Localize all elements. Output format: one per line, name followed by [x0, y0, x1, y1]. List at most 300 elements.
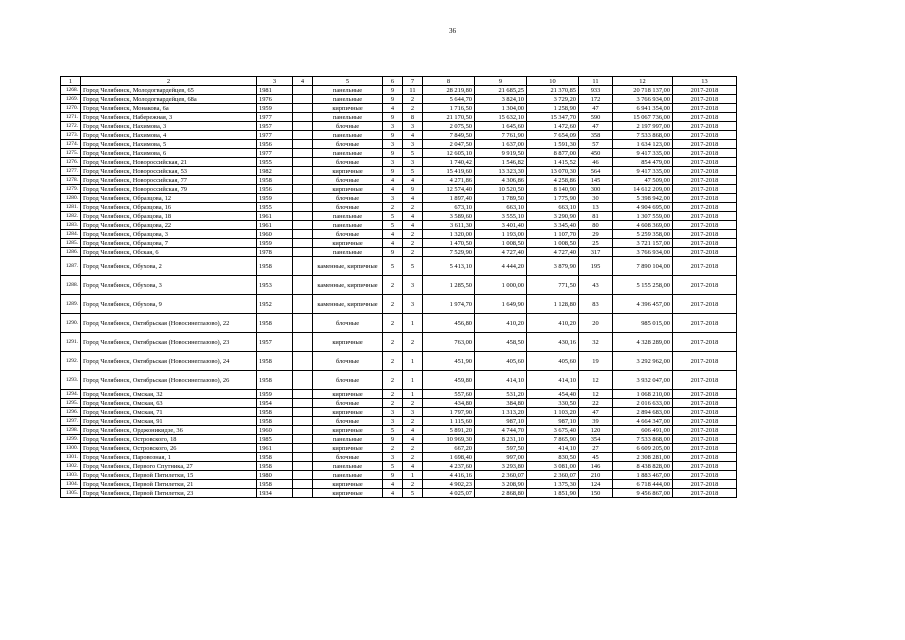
- area-total-cell: 1 285,50: [423, 276, 475, 295]
- table-row: [61, 149, 737, 158]
- year-cell: 1977: [257, 113, 293, 122]
- row-number: 1300.: [61, 444, 81, 453]
- table-row: [61, 194, 737, 203]
- area-total-cell: 4 237,60: [423, 462, 475, 471]
- residents-cell: 564: [579, 167, 613, 176]
- address-cell: Город Челябинск, Октябрьская (Новосинеглазово), 22: [81, 314, 257, 333]
- area-total-cell: 10 969,30: [423, 435, 475, 444]
- material-cell: каменные, кирпичные: [313, 295, 383, 314]
- entrances-cell: 1: [403, 371, 423, 390]
- area-total-cell: 1 716,50: [423, 104, 475, 113]
- area-living-cell: 2 360,07: [475, 471, 527, 480]
- cost-cell: 7 533 868,00: [613, 435, 673, 444]
- residents-cell: 22: [579, 399, 613, 408]
- material-cell: блочные: [313, 399, 383, 408]
- address-cell: Город Челябинск, Паровозная, 1: [81, 453, 257, 462]
- entrances-cell: 2: [403, 444, 423, 453]
- table-row: [61, 426, 737, 435]
- period-cell: 2017-2018: [673, 122, 737, 131]
- column-header: 7: [403, 77, 423, 86]
- floors-cell: 3: [383, 122, 403, 131]
- year-cell: 1954: [257, 399, 293, 408]
- cost-cell: 3 932 047,00: [613, 371, 673, 390]
- material-cell: панельные: [313, 113, 383, 122]
- address-cell: Город Челябинск, Обухова, 2: [81, 257, 257, 276]
- material-cell: блочные: [313, 417, 383, 426]
- residents-cell: 81: [579, 212, 613, 221]
- floors-cell: 3: [383, 417, 403, 426]
- row-number: 1276.: [61, 158, 81, 167]
- table-row: [61, 371, 737, 390]
- floors-cell: 2: [383, 390, 403, 399]
- cost-cell: 3 766 934,00: [613, 95, 673, 104]
- cost-cell: 5 398 942,00: [613, 194, 673, 203]
- entrances-cell: 4: [403, 194, 423, 203]
- table-row: [61, 212, 737, 221]
- floors-cell: 4: [383, 489, 403, 498]
- period-cell: 2017-2018: [673, 390, 737, 399]
- material-cell: панельные: [313, 212, 383, 221]
- address-cell: Город Челябинск, Обухова, 3: [81, 276, 257, 295]
- area-residential-cell: 1 107,70: [527, 230, 579, 239]
- cost-cell: 7 533 868,00: [613, 131, 673, 140]
- area-living-cell: 410,20: [475, 314, 527, 333]
- area-living-cell: 531,20: [475, 390, 527, 399]
- area-total-cell: 557,60: [423, 390, 475, 399]
- col4-cell: [293, 314, 313, 333]
- floors-cell: 3: [383, 194, 403, 203]
- col4-cell: [293, 333, 313, 352]
- period-cell: 2017-2018: [673, 371, 737, 390]
- address-cell: Город Челябинск, Образцова, 18: [81, 212, 257, 221]
- period-cell: 2017-2018: [673, 194, 737, 203]
- area-living-cell: 8 231,10: [475, 435, 527, 444]
- entrances-cell: 3: [403, 140, 423, 149]
- address-cell: Город Челябинск, Новороссийская, 21: [81, 158, 257, 167]
- year-cell: 1958: [257, 371, 293, 390]
- residents-cell: 933: [579, 86, 613, 95]
- area-total-cell: 12 605,10: [423, 149, 475, 158]
- residents-cell: 172: [579, 95, 613, 104]
- floors-cell: 4: [383, 176, 403, 185]
- period-cell: 2017-2018: [673, 489, 737, 498]
- material-cell: блочные: [313, 453, 383, 462]
- col4-cell: [293, 352, 313, 371]
- year-cell: 1958: [257, 480, 293, 489]
- period-cell: 2017-2018: [673, 435, 737, 444]
- residents-cell: 300: [579, 185, 613, 194]
- area-living-cell: 997,00: [475, 453, 527, 462]
- year-cell: 1959: [257, 239, 293, 248]
- area-residential-cell: 330,50: [527, 399, 579, 408]
- material-cell: кирпичные: [313, 390, 383, 399]
- period-cell: 2017-2018: [673, 417, 737, 426]
- area-total-cell: 1 740,42: [423, 158, 475, 167]
- material-cell: каменные, кирпичные: [313, 276, 383, 295]
- residents-cell: 83: [579, 295, 613, 314]
- material-cell: кирпичные: [313, 167, 383, 176]
- area-residential-cell: 771,50: [527, 276, 579, 295]
- area-living-cell: 10 520,50: [475, 185, 527, 194]
- year-cell: 1955: [257, 158, 293, 167]
- entrances-cell: 1: [403, 314, 423, 333]
- residents-cell: 47: [579, 104, 613, 113]
- residents-cell: 358: [579, 131, 613, 140]
- area-living-cell: 21 685,25: [475, 86, 527, 95]
- period-cell: 2017-2018: [673, 131, 737, 140]
- table-row: [61, 314, 737, 333]
- area-total-cell: 459,80: [423, 371, 475, 390]
- residents-cell: 46: [579, 158, 613, 167]
- row-number: 1281.: [61, 203, 81, 212]
- entrances-cell: 5: [403, 149, 423, 158]
- cost-cell: 3 721 157,00: [613, 239, 673, 248]
- address-cell: Город Челябинск, Омская, 63: [81, 399, 257, 408]
- entrances-cell: 2: [403, 239, 423, 248]
- entrances-cell: 4: [403, 462, 423, 471]
- area-total-cell: 456,80: [423, 314, 475, 333]
- cost-cell: 9 417 335,00: [613, 167, 673, 176]
- period-cell: 2017-2018: [673, 185, 737, 194]
- area-living-cell: 2 868,80: [475, 489, 527, 498]
- area-residential-cell: 1 375,30: [527, 480, 579, 489]
- floors-cell: 4: [383, 480, 403, 489]
- area-residential-cell: 8 877,00: [527, 149, 579, 158]
- table-row: [61, 408, 737, 417]
- area-residential-cell: 430,16: [527, 333, 579, 352]
- area-living-cell: 1 637,00: [475, 140, 527, 149]
- area-total-cell: 7 849,50: [423, 131, 475, 140]
- address-cell: Город Челябинск, Нахимова, 5: [81, 140, 257, 149]
- table-row: [61, 435, 737, 444]
- year-cell: 1958: [257, 462, 293, 471]
- row-number: 1289.: [61, 295, 81, 314]
- row-number: 1283.: [61, 221, 81, 230]
- year-cell: 1976: [257, 95, 293, 104]
- residents-cell: 124: [579, 480, 613, 489]
- area-residential-cell: 1 851,90: [527, 489, 579, 498]
- area-living-cell: 9 919,50: [475, 149, 527, 158]
- material-cell: панельные: [313, 248, 383, 257]
- period-cell: 2017-2018: [673, 158, 737, 167]
- year-cell: 1960: [257, 230, 293, 239]
- row-number: 1279.: [61, 185, 81, 194]
- cost-cell: 4 608 369,00: [613, 221, 673, 230]
- column-header: 5: [313, 77, 383, 86]
- area-living-cell: 4 306,86: [475, 176, 527, 185]
- area-total-cell: 2 047,50: [423, 140, 475, 149]
- material-cell: блочные: [313, 371, 383, 390]
- period-cell: 2017-2018: [673, 314, 737, 333]
- cost-cell: 985 015,00: [613, 314, 673, 333]
- area-living-cell: 4 444,20: [475, 257, 527, 276]
- area-residential-cell: 1 008,50: [527, 239, 579, 248]
- entrances-cell: 3: [403, 276, 423, 295]
- area-total-cell: 1 797,90: [423, 408, 475, 417]
- area-living-cell: 384,80: [475, 399, 527, 408]
- cost-cell: 8 438 828,00: [613, 462, 673, 471]
- col4-cell: [293, 203, 313, 212]
- row-number: 1296.: [61, 408, 81, 417]
- area-residential-cell: 4 258,86: [527, 176, 579, 185]
- col4-cell: [293, 453, 313, 462]
- area-living-cell: 1 789,50: [475, 194, 527, 203]
- col4-cell: [293, 248, 313, 257]
- area-residential-cell: 1 258,90: [527, 104, 579, 113]
- material-cell: кирпичные: [313, 444, 383, 453]
- area-residential-cell: 454,40: [527, 390, 579, 399]
- area-total-cell: 15 419,60: [423, 167, 475, 176]
- row-number: 1305.: [61, 489, 81, 498]
- col4-cell: [293, 86, 313, 95]
- row-number: 1277.: [61, 167, 81, 176]
- period-cell: 2017-2018: [673, 276, 737, 295]
- table-row: [61, 248, 737, 257]
- address-cell: Город Челябинск, Омская, 32: [81, 390, 257, 399]
- floors-cell: 4: [383, 185, 403, 194]
- residents-cell: 45: [579, 453, 613, 462]
- material-cell: кирпичные: [313, 104, 383, 113]
- cost-cell: 2 308 281,00: [613, 453, 673, 462]
- col4-cell: [293, 176, 313, 185]
- year-cell: 1958: [257, 176, 293, 185]
- area-total-cell: 1 897,40: [423, 194, 475, 203]
- area-living-cell: 1 649,90: [475, 295, 527, 314]
- row-number: 1275.: [61, 149, 81, 158]
- year-cell: 1977: [257, 131, 293, 140]
- residents-cell: 12: [579, 371, 613, 390]
- row-number: 1302.: [61, 462, 81, 471]
- row-number: 1288.: [61, 276, 81, 295]
- address-cell: Город Челябинск, Новороссийская, 77: [81, 176, 257, 185]
- col4-cell: [293, 104, 313, 113]
- year-cell: 1961: [257, 212, 293, 221]
- address-cell: Город Челябинск, Молодогвардейцев, 65: [81, 86, 257, 95]
- period-cell: 2017-2018: [673, 239, 737, 248]
- material-cell: блочные: [313, 352, 383, 371]
- col4-cell: [293, 471, 313, 480]
- area-living-cell: 4 727,40: [475, 248, 527, 257]
- area-residential-cell: 830,50: [527, 453, 579, 462]
- area-residential-cell: 1 415,52: [527, 158, 579, 167]
- row-number: 1268.: [61, 86, 81, 95]
- area-living-cell: 405,60: [475, 352, 527, 371]
- col4-cell: [293, 194, 313, 203]
- table-row: [61, 295, 737, 314]
- entrances-cell: 11: [403, 86, 423, 95]
- area-total-cell: 4 025,07: [423, 489, 475, 498]
- entrances-cell: 4: [403, 212, 423, 221]
- year-cell: 1957: [257, 333, 293, 352]
- table-row: [61, 257, 737, 276]
- column-header: 6: [383, 77, 403, 86]
- floors-cell: 9: [383, 471, 403, 480]
- residents-cell: 80: [579, 221, 613, 230]
- area-living-cell: 3 293,80: [475, 462, 527, 471]
- area-living-cell: 1 304,00: [475, 104, 527, 113]
- area-residential-cell: 405,60: [527, 352, 579, 371]
- area-living-cell: 1 193,00: [475, 230, 527, 239]
- entrances-cell: 4: [403, 435, 423, 444]
- address-cell: Город Челябинск, Нахимова, 3: [81, 122, 257, 131]
- address-cell: Город Челябинск, Островского, 26: [81, 444, 257, 453]
- col4-cell: [293, 185, 313, 194]
- cost-cell: 1 307 559,00: [613, 212, 673, 221]
- area-residential-cell: 7 654,09: [527, 131, 579, 140]
- residents-cell: 25: [579, 239, 613, 248]
- period-cell: 2017-2018: [673, 167, 737, 176]
- entrances-cell: 2: [403, 95, 423, 104]
- residents-cell: 146: [579, 462, 613, 471]
- year-cell: 1934: [257, 489, 293, 498]
- row-number: 1297.: [61, 417, 81, 426]
- material-cell: панельные: [313, 131, 383, 140]
- floors-cell: 9: [383, 248, 403, 257]
- entrances-cell: 8: [403, 113, 423, 122]
- area-residential-cell: 1 472,60: [527, 122, 579, 131]
- cost-cell: 6 941 354,00: [613, 104, 673, 113]
- area-living-cell: 3 555,10: [475, 212, 527, 221]
- floors-cell: 4: [383, 239, 403, 248]
- floors-cell: 9: [383, 167, 403, 176]
- area-living-cell: 1 313,20: [475, 408, 527, 417]
- floors-cell: 2: [383, 352, 403, 371]
- table-row: [61, 390, 737, 399]
- period-cell: 2017-2018: [673, 462, 737, 471]
- cost-cell: 3 766 934,00: [613, 248, 673, 257]
- cost-cell: 606 491,00: [613, 426, 673, 435]
- address-cell: Город Челябинск, Обухова, 9: [81, 295, 257, 314]
- address-cell: Город Челябинск, Новороссийская, 79: [81, 185, 257, 194]
- period-cell: 2017-2018: [673, 444, 737, 453]
- row-number: 1299.: [61, 435, 81, 444]
- year-cell: 1977: [257, 149, 293, 158]
- residents-cell: 150: [579, 489, 613, 498]
- year-cell: 1958: [257, 314, 293, 333]
- material-cell: кирпичные: [313, 489, 383, 498]
- residents-cell: 12: [579, 390, 613, 399]
- entrances-cell: 2: [403, 333, 423, 352]
- table-row: [61, 333, 737, 352]
- table-row: [61, 453, 737, 462]
- area-total-cell: 1 698,40: [423, 453, 475, 462]
- col4-cell: [293, 435, 313, 444]
- col4-cell: [293, 230, 313, 239]
- year-cell: 1956: [257, 140, 293, 149]
- residents-cell: 27: [579, 444, 613, 453]
- floors-cell: 3: [383, 408, 403, 417]
- cost-cell: 1 883 467,00: [613, 471, 673, 480]
- entrances-cell: 4: [403, 221, 423, 230]
- floors-cell: 5: [383, 426, 403, 435]
- area-residential-cell: 663,10: [527, 203, 579, 212]
- row-number: 1271.: [61, 113, 81, 122]
- year-cell: 1956: [257, 185, 293, 194]
- year-cell: 1959: [257, 194, 293, 203]
- floors-cell: 9: [383, 113, 403, 122]
- floors-cell: 2: [383, 203, 403, 212]
- housing-table: [60, 76, 737, 498]
- row-number: 1287.: [61, 257, 81, 276]
- residents-cell: 120: [579, 426, 613, 435]
- residents-cell: 317: [579, 248, 613, 257]
- residents-cell: 57: [579, 140, 613, 149]
- col4-cell: [293, 95, 313, 104]
- area-total-cell: 7 529,90: [423, 248, 475, 257]
- col4-cell: [293, 113, 313, 122]
- area-living-cell: 987,10: [475, 417, 527, 426]
- address-cell: Город Челябинск, Островского, 18: [81, 435, 257, 444]
- row-number: 1272.: [61, 122, 81, 131]
- area-total-cell: 763,00: [423, 333, 475, 352]
- column-header: 1: [61, 77, 81, 86]
- column-header: 10: [527, 77, 579, 86]
- column-header: 13: [673, 77, 737, 86]
- area-living-cell: 15 632,10: [475, 113, 527, 122]
- entrances-cell: 5: [403, 257, 423, 276]
- row-number: 1304.: [61, 480, 81, 489]
- page-number: 36: [449, 27, 456, 35]
- table-row: [61, 471, 737, 480]
- area-total-cell: 451,90: [423, 352, 475, 371]
- residents-cell: 43: [579, 276, 613, 295]
- col4-cell: [293, 371, 313, 390]
- cost-cell: 5 155 258,00: [613, 276, 673, 295]
- floors-cell: 9: [383, 435, 403, 444]
- material-cell: блочные: [313, 140, 383, 149]
- table-row: [61, 480, 737, 489]
- address-cell: Город Челябинск, Первой Пятилетки, 23: [81, 489, 257, 498]
- cost-cell: 4 664 347,00: [613, 417, 673, 426]
- area-residential-cell: 1 591,30: [527, 140, 579, 149]
- area-residential-cell: 414,10: [527, 371, 579, 390]
- col4-cell: [293, 257, 313, 276]
- period-cell: 2017-2018: [673, 203, 737, 212]
- entrances-cell: 2: [403, 453, 423, 462]
- period-cell: 2017-2018: [673, 426, 737, 435]
- period-cell: 2017-2018: [673, 399, 737, 408]
- header-row: [61, 77, 737, 86]
- column-header: 9: [475, 77, 527, 86]
- cost-cell: 854 479,00: [613, 158, 673, 167]
- table-row: [61, 95, 737, 104]
- col4-cell: [293, 417, 313, 426]
- year-cell: 1955: [257, 203, 293, 212]
- entrances-cell: 1: [403, 471, 423, 480]
- col4-cell: [293, 149, 313, 158]
- period-cell: 2017-2018: [673, 149, 737, 158]
- area-living-cell: 458,50: [475, 333, 527, 352]
- entrances-cell: 5: [403, 489, 423, 498]
- row-number: 1294.: [61, 390, 81, 399]
- floors-cell: 3: [383, 453, 403, 462]
- material-cell: блочные: [313, 158, 383, 167]
- material-cell: блочные: [313, 314, 383, 333]
- floors-cell: 2: [383, 371, 403, 390]
- address-cell: Город Челябинск, Октябрьская (Новосинеглазово), 23: [81, 333, 257, 352]
- entrances-cell: 2: [403, 480, 423, 489]
- table-row: [61, 158, 737, 167]
- area-total-cell: 3 611,30: [423, 221, 475, 230]
- address-cell: Город Челябинск, Образцова, 22: [81, 221, 257, 230]
- area-residential-cell: 1 103,20: [527, 408, 579, 417]
- col4-cell: [293, 480, 313, 489]
- cost-cell: 1 634 123,00: [613, 140, 673, 149]
- col4-cell: [293, 221, 313, 230]
- year-cell: 1957: [257, 122, 293, 131]
- entrances-cell: 4: [403, 176, 423, 185]
- residents-cell: 47: [579, 122, 613, 131]
